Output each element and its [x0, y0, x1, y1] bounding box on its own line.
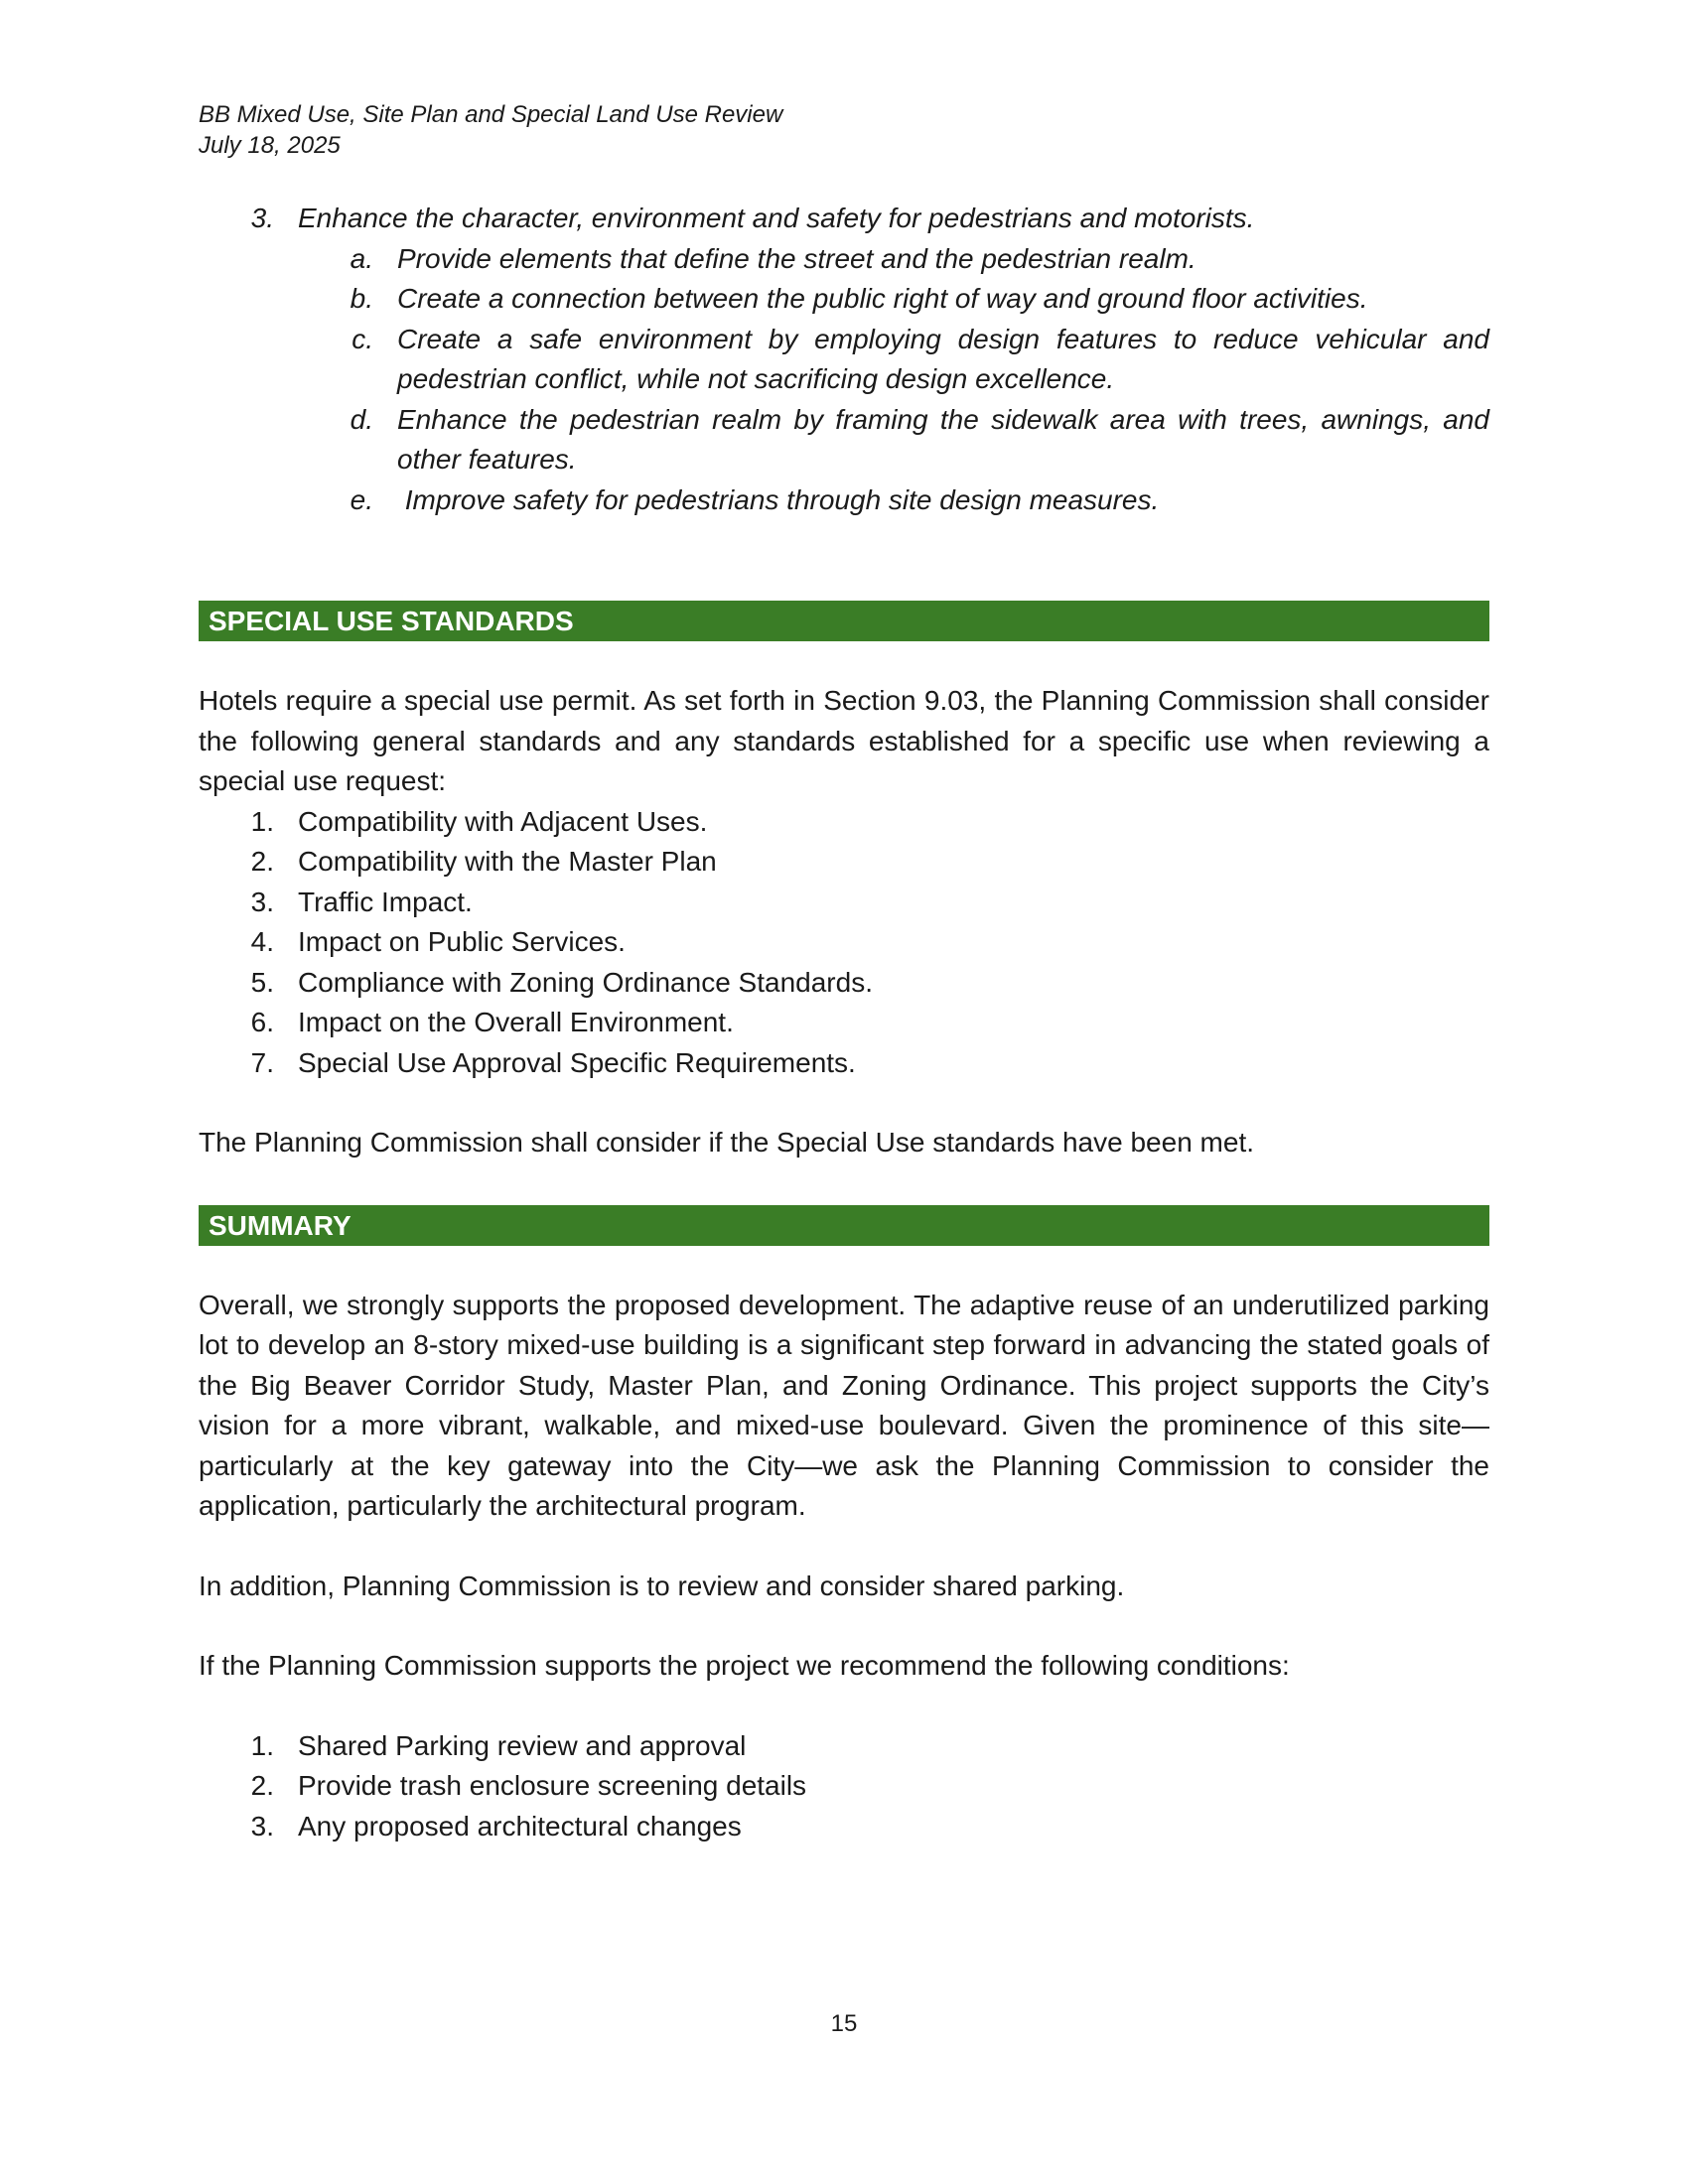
list-number: 3.: [250, 203, 274, 233]
sub-list-letter: b.: [350, 283, 373, 314]
header-title: BB Mixed Use, Site Plan and Special Land Use Review: [199, 101, 783, 128]
special-use-intro: Hotels require a special use permit. As set forth in Section 9.03, the Planning Commission shall consider the following general standards and any standards established for a specific use when reviewing a special use request:: [199, 685, 1489, 796]
list-item: [199, 922, 1489, 963]
sub-list-letter: a.: [350, 242, 373, 274]
list-number: 3.: [250, 886, 274, 917]
list-number: 7.: [250, 1046, 274, 1078]
summary-paragraph: If the Planning Commission supports the project we recommend the following conditions:: [199, 1650, 1290, 1681]
sub-list-letter: e.: [350, 483, 373, 515]
list-number: 6.: [250, 1007, 274, 1037]
list-item: [199, 199, 1489, 239]
list-text: Shared Parking review and approval: [298, 1729, 747, 1761]
list-number: 1.: [250, 1729, 274, 1761]
page-number: 15: [830, 2010, 858, 2037]
sub-list-item: [199, 400, 1489, 480]
special-use-closing: The Planning Commission shall consider if the Special Use standards have been met.: [199, 1127, 1255, 1158]
list-item: [199, 1043, 1489, 1084]
list-item: [199, 883, 1489, 923]
list-number: 2.: [250, 846, 274, 877]
list-number: 3.: [250, 1810, 274, 1842]
list-number: 4.: [250, 926, 274, 957]
summary-paragraph: In addition, Planning Commission is to review and consider shared parking.: [199, 1570, 1125, 1601]
list-text: Special Use Approval Specific Requirements.: [298, 1046, 856, 1078]
sub-list-letter: c.: [352, 323, 373, 354]
list-number: 5.: [250, 966, 274, 998]
sub-list-letter: d.: [350, 403, 373, 435]
page-header: [199, 99, 782, 161]
header-date: July 18, 2025: [199, 132, 341, 159]
list-text: Compliance with Zoning Ordinance Standards.: [298, 966, 873, 998]
list-text: Impact on the Overall Environment.: [298, 1007, 734, 1037]
objectives-list: [199, 199, 1489, 520]
conditions-list: [199, 1726, 1489, 1847]
list-number: 1.: [250, 805, 274, 837]
special-use-standards-list: [199, 802, 1489, 1084]
list-text: Compatibility with Adjacent Uses.: [298, 805, 708, 837]
list-item: [199, 1003, 1489, 1043]
list-text: Enhance the character, environment and safety for pedestrians and motorists.: [298, 203, 1255, 233]
sub-list-item: [199, 239, 1489, 280]
sub-list-text: Create a safe environment by employing design features to reduce vehicular and pedestrian conflict, while not sacrificing design excellence.: [397, 323, 1489, 394]
sub-list-text: Create a connection between the public right of way and ground floor activities.: [397, 283, 1368, 314]
list-text: Traffic Impact.: [298, 886, 473, 917]
list-item: [199, 842, 1489, 883]
list-text: Impact on Public Services.: [298, 926, 626, 957]
list-item: [199, 1807, 1489, 1847]
list-text: Compatibility with the Master Plan: [298, 846, 717, 877]
special-use-heading: SPECIAL USE STANDARDS: [199, 601, 1489, 641]
list-text: Any proposed architectural changes: [298, 1810, 742, 1842]
list-number: 2.: [250, 1770, 274, 1801]
sub-list-item: [199, 279, 1489, 320]
sub-list-text: Provide elements that define the street and the pedestrian realm.: [397, 242, 1196, 274]
page-content: [199, 199, 1489, 1846]
sub-list-text: Enhance the pedestrian realm by framing the sidewalk area with trees, awnings, and other features.: [397, 403, 1489, 475]
summary-paragraph: Overall, we strongly supports the proposed development. The adaptive reuse of an underutilized parking lot to develop an 8-story mixed-use building is a significant step forward in advancing the stated goals of the Big Beaver Corridor Study, Master Plan, and Zoning Ordinance. This project supports the City’s vision for a more vibrant, walkable, and mixed-use boulevard. Given the prominence of this site—particularly at the key gateway into the City—we ask the Planning Commission to consider the application, particularly the architectural program.: [199, 1289, 1489, 1521]
list-item: [199, 963, 1489, 1004]
sub-list-item: [199, 320, 1489, 400]
list-item: [199, 1766, 1489, 1807]
summary-heading: SUMMARY: [199, 1205, 1489, 1246]
list-item: [199, 802, 1489, 843]
list-text: Provide trash enclosure screening details: [298, 1770, 807, 1801]
sub-list-text: Improve safety for pedestrians through site design measures.: [397, 483, 1160, 515]
list-item: [199, 1726, 1489, 1767]
sub-list-item: [199, 480, 1489, 521]
